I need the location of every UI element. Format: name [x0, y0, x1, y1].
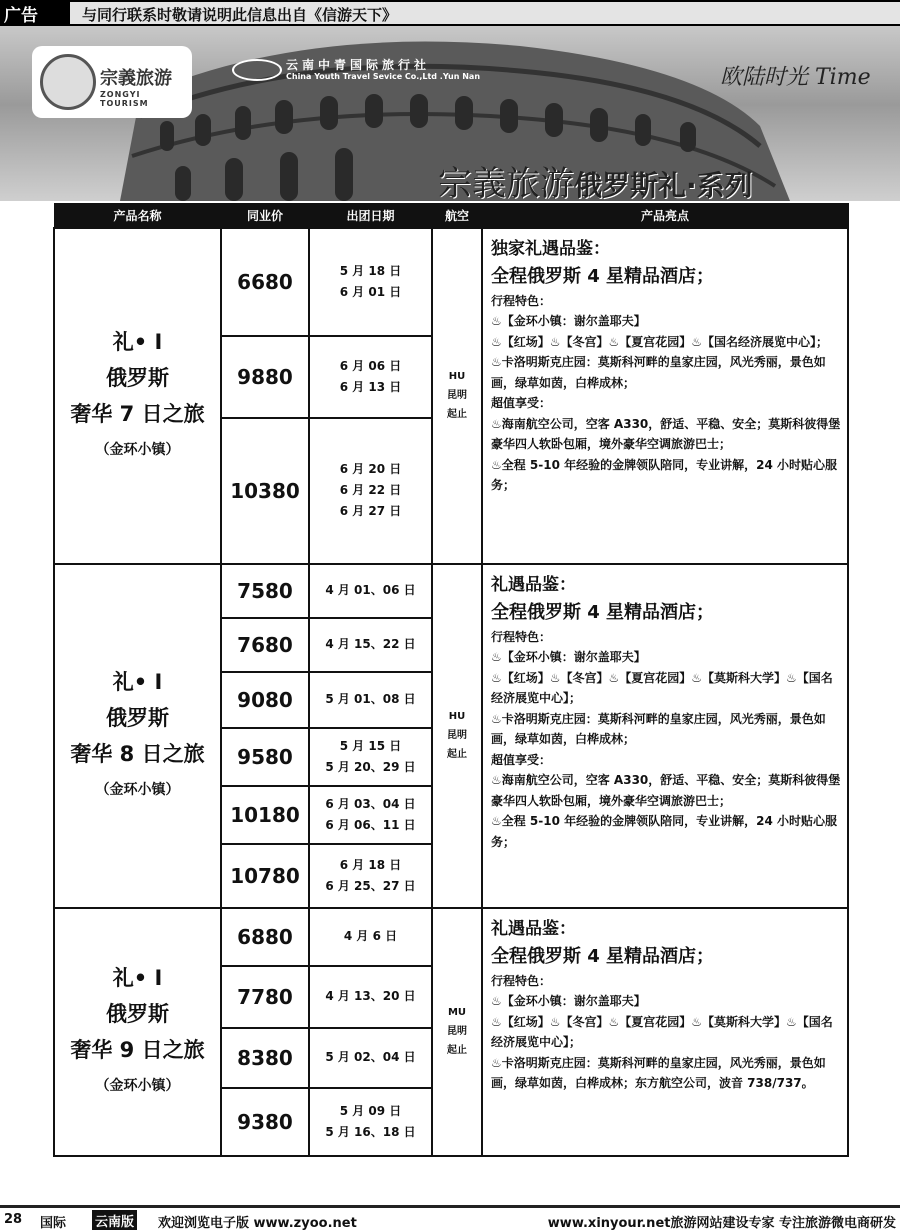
highlight-line: ♨全程 5-10 年经验的金牌领队陪同，专业讲解，24 小时贴心服务；: [491, 457, 838, 492]
section-label: 国际: [40, 1216, 67, 1230]
logo-en-text: ZONGYI TOURISM: [100, 90, 149, 108]
airline-cell: [432, 228, 482, 564]
price-cell: 9880: [221, 336, 309, 418]
departure-date: 6 月 13 日: [339, 379, 402, 394]
departure-date: 6 月 27 日: [339, 504, 402, 518]
highlight-title: 礼遇品鉴：: [491, 918, 576, 939]
col-header-date: 出团日期: [309, 204, 432, 228]
highlights-cell: [482, 908, 848, 1156]
highlight-hotel: 全程俄罗斯 4 星精品酒店；: [491, 601, 715, 623]
highlight-line: ♨【红场】♨【冬宫】♨【夏宫花园】♨【国名经济展览中心】；: [491, 334, 829, 349]
airline-line: 起止: [447, 409, 467, 420]
highlight-line: ♨卡洛明斯克庄园：莫斯科河畔的皇家庄园，风光秀丽，景色如画，绿草如茵，白桦成林；东方航空公司，波音 738/737。: [491, 1055, 826, 1090]
price-cell: 10380: [221, 418, 309, 564]
logo-cn-text: 宗義旅游: [100, 68, 172, 89]
highlight-line: 行程特色：: [491, 973, 552, 988]
highlight-line: 超值享受：: [491, 396, 552, 410]
departure-date-cell: [309, 966, 432, 1028]
airline-line: HU: [448, 371, 466, 382]
airline-line: 起止: [447, 1045, 467, 1056]
highlight-hotel: 全程俄罗斯 4 星精品酒店；: [491, 945, 715, 967]
highlights-cell: [482, 564, 848, 908]
departure-date: 5 月 20、29 日: [325, 759, 416, 774]
highlight-line: ♨海南航空公司，空客 A330，舒适、平稳、安全；莫斯科彼得堡豪华四人软卧包厢，境外豪华空调旅游巴士；: [491, 416, 841, 451]
table-header-row: [54, 204, 848, 228]
partner-name: 云南中青国际旅行社: [286, 58, 431, 72]
price-cell: 9580: [221, 728, 309, 786]
footprint-logo-icon: [40, 54, 96, 110]
website-promo[interactable]: www.xinyour.net旅游网站建设专家 专注旅游微电商研发: [547, 1216, 896, 1230]
header-banner: [0, 26, 900, 201]
departure-date-cell: [309, 618, 432, 672]
footer-divider: [0, 1205, 900, 1208]
airline-cell: [432, 564, 482, 908]
series-sub: 俄罗斯礼·系列: [574, 169, 753, 201]
departure-date-cell: [309, 728, 432, 786]
source-notice: 与同行联系时敬请说明此信息出自《信游天下》: [70, 2, 900, 24]
airline-line: HU: [448, 711, 466, 722]
departure-date: 5 月 02、04 日: [325, 1050, 416, 1064]
departure-date: 5 月 16、18 日: [325, 1124, 416, 1139]
departure-date-cell: [309, 228, 432, 336]
departure-date-cell: [309, 786, 432, 844]
departure-date: 6 月 22 日: [339, 483, 402, 497]
product-name-cell: [54, 564, 221, 908]
col-header-airline: 航空: [432, 204, 482, 228]
series-title: [438, 156, 753, 201]
col-header-price: 同业价: [221, 204, 309, 228]
highlight-line: ♨海南航空公司，空客 A330，舒适、平稳、安全；莫斯科彼得堡豪华四人软卧包厢，境外豪华空调旅游巴士；: [491, 773, 841, 808]
product-name-line: 礼• I: [112, 669, 163, 694]
departure-date-cell: [309, 1088, 432, 1156]
highlight-title: 礼遇品鉴：: [491, 574, 576, 595]
price-cell: 8380: [221, 1028, 309, 1088]
zongyi-logo: [32, 46, 192, 118]
departure-date: 4 月 13、20 日: [325, 989, 416, 1003]
departure-date-cell: [309, 908, 432, 966]
product-table: [53, 203, 849, 1157]
departure-date: 6 月 06、11 日: [325, 817, 416, 832]
price-cell: 9380: [221, 1088, 309, 1156]
highlight-line: 行程特色：: [491, 629, 552, 644]
departure-date: 5 月 01、08 日: [325, 692, 416, 706]
departure-date: 4 月 15、22 日: [325, 637, 416, 651]
ad-tag: 广告: [4, 6, 38, 26]
highlight-line: ♨全程 5-10 年经验的金牌领队陪同，专业讲解，24 小时贴心服务；: [491, 814, 838, 849]
highlight-line: 超值享受：: [491, 752, 552, 767]
product-name-line: 礼• I: [112, 329, 163, 354]
departure-date: 6 月 03、04 日: [325, 796, 416, 811]
departure-date-cell: [309, 336, 432, 418]
product-name-line: 奢华 9 日之旅: [70, 1037, 205, 1062]
product-name-line: 俄罗斯: [106, 1001, 169, 1026]
product-name-cell: [54, 228, 221, 564]
airline-line: 昆明: [447, 390, 467, 401]
price-cell: 7780: [221, 966, 309, 1028]
cyts-logo-icon: [232, 59, 282, 81]
departure-date: 5 月 15 日: [339, 738, 402, 753]
product-name-note: （金环小镇）: [95, 781, 180, 798]
col-header-name: 产品名称: [54, 204, 221, 228]
departure-date: 4 月 6 日: [343, 929, 398, 943]
departure-date-cell: [309, 844, 432, 908]
highlight-line: ♨【金环小镇：谢尔盖耶夫】: [491, 994, 646, 1008]
departure-date-cell: [309, 1028, 432, 1088]
table-row: [54, 564, 848, 618]
highlight-line: ♨【金环小镇：谢尔盖耶夫】: [491, 314, 646, 328]
series-main: 宗義旅游: [438, 164, 574, 201]
price-cell: 6680: [221, 228, 309, 336]
departure-date: 6 月 20 日: [339, 462, 402, 476]
departure-date: 5 月 18 日: [339, 263, 402, 278]
airline-line: 昆明: [447, 730, 467, 741]
highlight-line: ♨卡洛明斯克庄园：莫斯科河畔的皇家庄园，风光秀丽，景色如画，绿草如茵，白桦成林；: [491, 355, 826, 390]
airline-line: 起止: [447, 749, 467, 760]
product-name-line: 俄罗斯: [106, 365, 169, 390]
highlight-line: ♨【金环小镇：谢尔盖耶夫】: [491, 650, 646, 664]
page-number: 28: [4, 1212, 23, 1227]
departure-date: 6 月 25、27 日: [325, 878, 416, 893]
airline-cell: [432, 908, 482, 1156]
highlight-line: ♨【红场】♨【冬宫】♨【夏宫花园】♨【莫斯科大学】♨【国名经济展览中心】；: [491, 1014, 833, 1049]
browse-link[interactable]: 欢迎浏览电子版 www.zyoo.net: [158, 1216, 357, 1230]
europe-time-brand: 欧陆时光 Time: [720, 65, 871, 90]
top-ad-strip: [0, 0, 900, 26]
departure-date: 6 月 18 日: [339, 857, 402, 872]
table-row: [54, 228, 848, 336]
product-name-line: 奢华 7 日之旅: [70, 401, 205, 426]
departure-date: 5 月 09 日: [339, 1103, 402, 1118]
highlight-hotel: 全程俄罗斯 4 星精品酒店；: [491, 265, 715, 287]
price-cell: 10780: [221, 844, 309, 908]
highlights-cell: [482, 228, 848, 564]
product-name-line: 俄罗斯: [106, 705, 169, 730]
price-cell: 7580: [221, 564, 309, 618]
departure-date-cell: [309, 672, 432, 728]
departure-date: 4 月 01、06 日: [325, 583, 416, 597]
product-name-note: （金环小镇）: [95, 1077, 180, 1094]
region-badge: 云南版: [92, 1210, 137, 1230]
price-cell: 7680: [221, 618, 309, 672]
airline-line: 昆明: [447, 1026, 467, 1037]
product-name-line: 礼• I: [112, 965, 163, 990]
col-header-highlights: 产品亮点: [482, 204, 848, 228]
highlight-line: ♨卡洛明斯克庄园：莫斯科河畔的皇家庄园，风光秀丽，景色如画，绿草如茵，白桦成林；: [491, 711, 826, 746]
price-cell: 6880: [221, 908, 309, 966]
departure-date-cell: [309, 418, 432, 564]
page-footer: [0, 1210, 900, 1230]
highlight-line: 行程特色：: [491, 293, 552, 308]
departure-date: 6 月 01 日: [339, 284, 402, 299]
departure-date-cell: [309, 564, 432, 618]
table-row: [54, 908, 848, 966]
airline-line: MU: [447, 1007, 467, 1018]
product-name-line: 奢华 8 日之旅: [70, 741, 205, 766]
highlight-title: 独家礼遇品鉴：: [491, 238, 610, 259]
price-cell: 10180: [221, 786, 309, 844]
product-name-note: （金环小镇）: [95, 441, 180, 458]
highlight-line: ♨【红场】♨【冬宫】♨【夏宫花园】♨【莫斯科大学】♨【国名经济展览中心】；: [491, 670, 833, 705]
partner-name-en: China Youth Travel Sevice Co.,Ltd .Yun Nan: [286, 72, 481, 81]
product-name-cell: [54, 908, 221, 1156]
departure-date: 6 月 06 日: [339, 358, 402, 373]
price-cell: 9080: [221, 672, 309, 728]
